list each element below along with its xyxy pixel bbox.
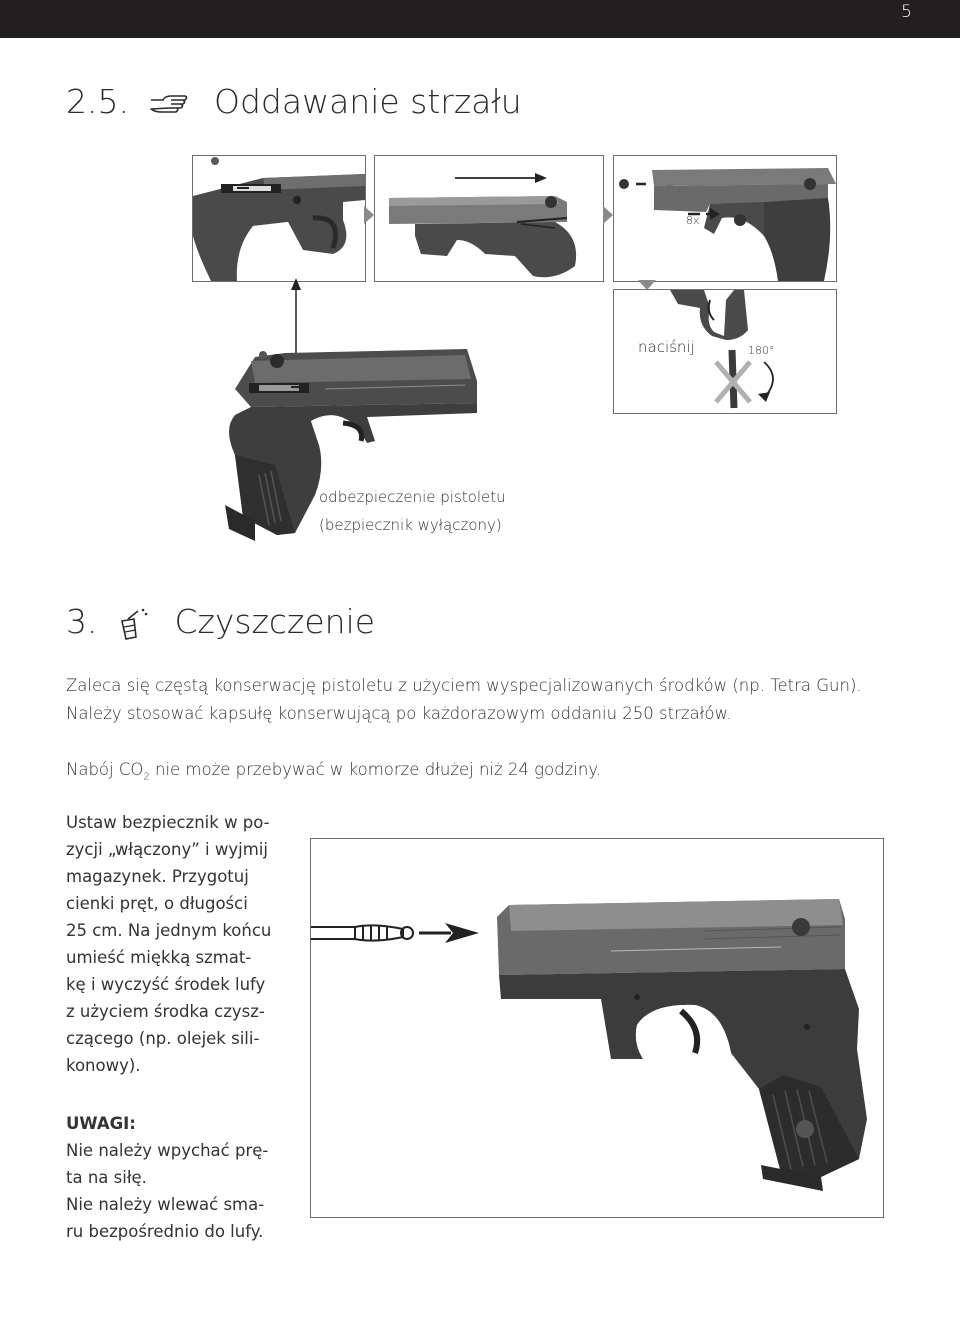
figure-cocking <box>613 155 837 282</box>
instruction-line: Ustaw bezpiecznik w po- <box>66 813 270 832</box>
notes-title: UWAGI: <box>66 1114 136 1133</box>
safety-caption-line2: (bezpiecznik wyłączony) <box>319 516 502 534</box>
repeat-count-label: 8x <box>686 214 700 227</box>
figure-slide-pull <box>374 155 604 282</box>
section-heading-clean <box>66 602 375 641</box>
instruction-line: czącego (np. olejek sili- <box>66 1029 260 1048</box>
co2-paragraph <box>66 756 601 791</box>
note-line: ta na siłę. <box>66 1168 147 1187</box>
instruction-line: kę i wyczyść środek lufy <box>66 975 266 994</box>
arrow-right-icon <box>603 206 613 224</box>
cleaning-instructions <box>66 809 281 1079</box>
figure-safety-closeup <box>192 155 366 282</box>
note-line: ru bezpośrednio do lufy. <box>66 1222 264 1241</box>
instruction-line: konowy). <box>66 1056 141 1075</box>
co2-subscript: 2 <box>143 771 150 783</box>
instruction-line: cienki pręt, o długości <box>66 894 248 913</box>
angle-label: 180° <box>748 344 775 357</box>
oil-can-icon <box>118 607 150 641</box>
page-number: 5 <box>901 2 912 22</box>
maintenance-paragraph-line1: Zaleca się częstą konserwację pistoletu z użyciem wyspecjalizowanych środków (np. Tetra Gun). <box>66 676 862 695</box>
safety-caption-line1: odbezpieczenie pistoletu <box>319 488 506 506</box>
notes-block <box>66 1110 281 1245</box>
section-title: Oddawanie strzału <box>213 82 522 121</box>
instruction-line: 25 cm. Na jednym końcu <box>66 921 272 940</box>
section-number: 3. <box>66 602 98 641</box>
instruction-line: zycji „włączony” i wyjmij <box>66 840 268 859</box>
press-label: naciśnij <box>638 338 695 356</box>
top-bar <box>0 0 960 38</box>
instruction-line: z użyciem środka czysz- <box>66 1002 265 1021</box>
figure-magazine-rotate <box>613 289 837 414</box>
maintenance-paragraph-line2: Należy stosować kapsułę konserwującą po każdorazowym oddaniu 250 strzałów. <box>66 704 732 723</box>
section-number: 2.5. <box>66 82 129 121</box>
figure-cleaning-rod <box>310 838 884 1218</box>
note-line: Nie należy wpychać prę- <box>66 1141 269 1160</box>
pointing-hand-icon <box>149 92 189 116</box>
note-line: Nie należy wlewać sma- <box>66 1195 265 1214</box>
section-title: Czyszczenie <box>174 602 376 641</box>
section-heading-fire <box>66 82 522 121</box>
co2-text-before: Nabój CO <box>66 760 144 779</box>
instruction-line: magazynek. Przygotuj <box>66 867 249 886</box>
instruction-line: umieść miękką szmat- <box>66 948 252 967</box>
co2-text-after: nie może przebywać w komorze dłużej niż 24 godziny. <box>149 760 601 779</box>
arrow-right-icon <box>364 206 374 224</box>
